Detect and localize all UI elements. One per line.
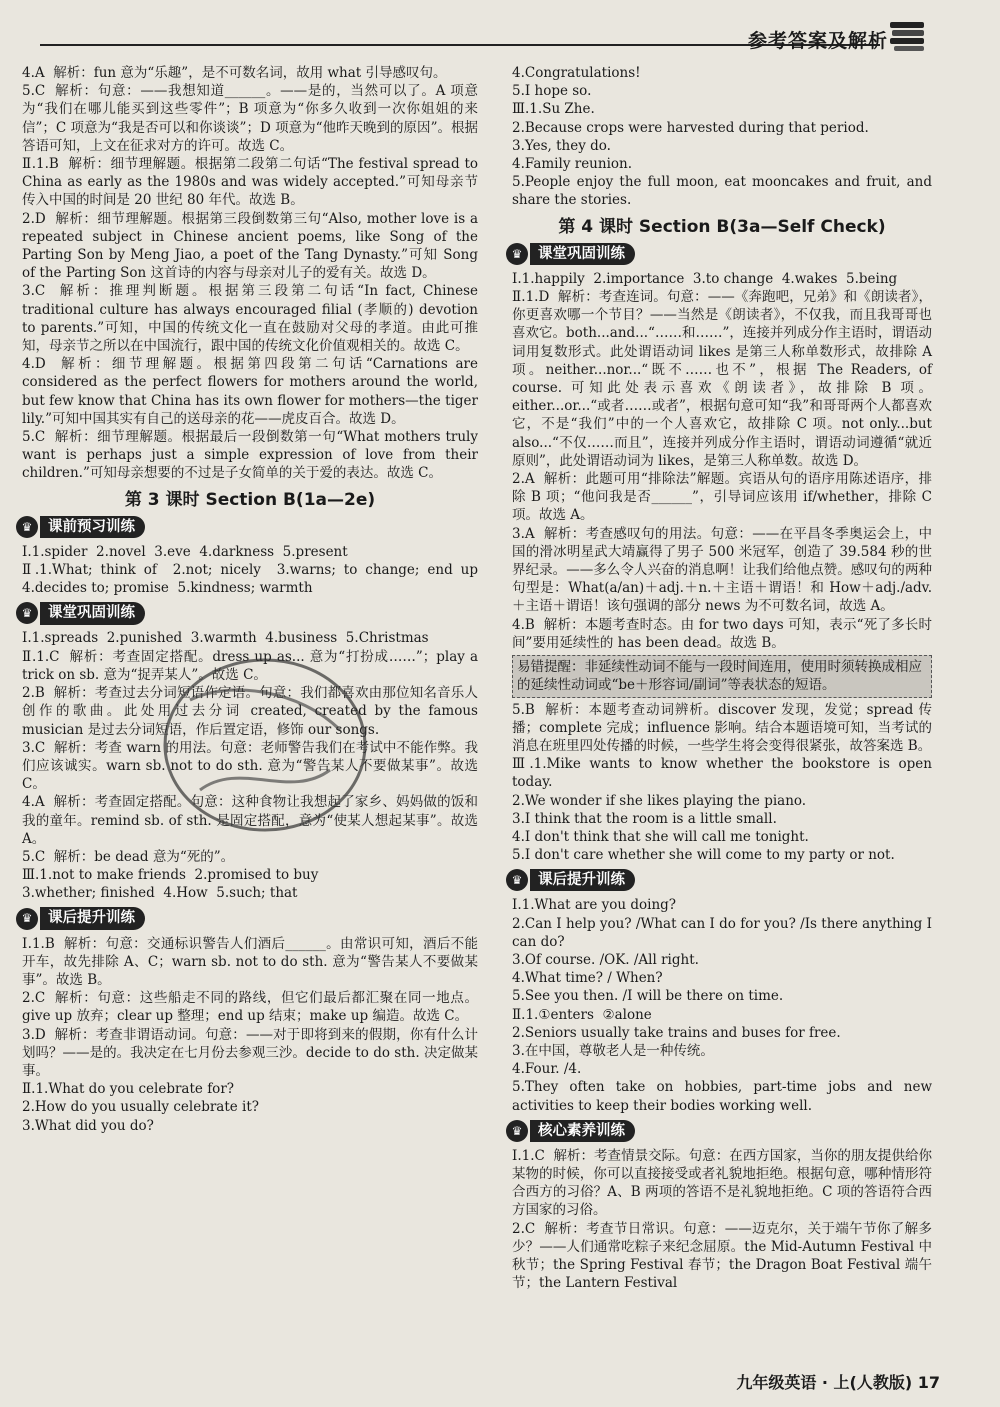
answer-line: 5.C 解析：细节理解题。根据最后一段倒数第一句“What mothers truly want is perhaps just a simple expression of love from their children.”可知母亲想要的不过是子女简单的关于爱的表达。故选 C。 [22, 429, 483, 482]
page-footer: 九年级英语 · 上(人教版) 17 [736, 1373, 940, 1392]
right-column [511, 64, 937, 1292]
page-header [20, 0, 1000, 58]
answer-line: 5.They often take on hobbies, part-time jobs and new activities to keep their bodies working well. [512, 1079, 937, 1114]
answer-line: Ⅱ.1.What do you celebrate for? [22, 1081, 235, 1098]
crown-icon: ♛ [506, 869, 528, 891]
after-answers [22, 935, 478, 1135]
answer-line: 4.A 解析：fun 意为“乐趣”，是不可数名词，故用 what 引导感叹句。 [22, 65, 447, 81]
answer-line: Ⅱ.1.D 解析：考查连词。句意：——《奔跑吧，兄弟》和《朗读者》，你更喜欢哪一个节目？——当然是《朗读者》，不仅我，而且我哥哥也喜欢它。both...and...“……和……”，连接并列成分作主语时，谓语动词用复数形式。此处谓语动词 likes 是第三人称单数形式，故排除 A 项。neither...nor...“既不……也不”，根据 The Readers, of course. 可知此处表示喜欢《朗读者》，故排除 B 项。either...or...“或者……或者”，根据句意可知“我”和哥哥两个人都喜欢它，不是“我们”中的一个人喜欢它，故排除 C 项。not only...but also...“不仅……而且”，连接并列成分作主语时，谓语动词遵循“就近原则”，此处谓语动词为 likes，是第三人称单数。故选 D。 [512, 289, 937, 469]
answer-line: 3.在中国，尊敬老人是一种传统。 [512, 1042, 714, 1059]
preview-answers [22, 543, 487, 598]
answer-line: 4.Congratulations! [512, 65, 641, 81]
answer-block-1 [22, 64, 483, 483]
books-icon [888, 18, 928, 52]
crown-icon: ♛ [16, 908, 38, 930]
section-4-title: 第 4 课时 Section B(3a—Self Check) [558, 216, 886, 237]
answer-line: 2.A 解析：此题可用“排除法”解题。宾语从句的语序用陈述语序，排除 B 项；“他问我是否______”，引导词应该用 if/whether，排除 C 项。故选 A。 [512, 471, 937, 524]
answer-line: 3.Of course. /OK. /All right. [512, 951, 699, 968]
answer-line: 5.C 解析：句意：——我想知道______。——是的，当然可以了。A 项意为“我们在哪儿能买到这些零件”；B 项意为“你多久收到一次你姐姐的来信”；C 项意为“我是否可以和你谈谈”；D 项意为“他昨天晚到的原因”。根据答语可知，上文在征求对方的许可。故选 C。 [22, 83, 478, 154]
answer-line: 2.How do you usually celebrate it? [22, 1099, 260, 1116]
answer-line: 2.Because crops were harvested during that period. [512, 119, 869, 136]
answer-line: 3.C 解析：考查 warn 的用法。句意：老师警告我们在考试中不能作弊。我们应该诚实。warn sb. not to do sth. 意为“警告某人不要做某事”。故选 C。 [22, 739, 483, 793]
crown-icon: ♛ [506, 243, 528, 265]
answer-line: Ⅱ.1.①enters ②alone [512, 1006, 652, 1023]
section-3-title: 第 3 课时 Section B(1a—2e) [124, 489, 376, 510]
answer-line: Ⅱ.1.What; think of 2.not; nicely 3.warns; to change; end up 4.decides to; promise 5.kindness; warmth [22, 562, 487, 597]
answer-line: Ⅲ.1.Su Zhe. [512, 101, 595, 118]
answer-line: 2.D 解析：细节理解题。根据第三段倒数第三句“Also, mother love is a repeated subject in Chinese ancient poems, like Song of the Parting Son by Meng Jiao, a poet of the Tang Dynasty.”可知 Song of the Parting Son 这首诗的内容与母亲对儿子的爱有关。故选 D。 [22, 210, 483, 282]
answer-line: Ⅰ.1.C 解析：考查情景交际。句意：在西方国家，当你的朋友提供给你某物的时候，你可以直接接受或者礼貌地拒绝。根据句意，哪种情形符合西方的习俗？A、B 两项的答语不是礼貌地拒绝。C 项的答语符合西方国家的习俗。 [512, 1147, 932, 1219]
answer-line: Ⅱ.1.C 解析：考查固定搭配。dress up as... 意为“打扮成……”；play a trick on sb. 意为“捉弄某人”。故选 C。 [22, 648, 483, 683]
class-answers-b [512, 270, 937, 652]
answer-line: 3.Yes, they do. [512, 137, 611, 154]
answer-line: 4.I don't think that she will call me tonight. [512, 828, 809, 845]
class-answers [22, 629, 483, 902]
error-tip-box: 易错提醒：非延续性动词不能与一段时间连用，使用时须转换成相应的延续性动词或“be＋形容词/副词”等表状态的短语。 [512, 655, 932, 697]
answer-line: Ⅲ.1.Mike wants to know whether the bookstore is open today. [512, 756, 937, 791]
answer-line: Ⅱ.1.B 解析：细节理解题。根据第二段第二句话“The festival spread to China as early as the 1980s and was widely accepted.”可知母亲节传入中国的时间是 20 世纪 80 年代。故选 B。 [22, 156, 483, 209]
class-banner-b: ♛ 课堂巩固训练 [506, 242, 932, 266]
preview-banner: ♛ 课前预习训练 [16, 515, 478, 539]
answer-line: 3.whether; finished 4.How 5.such; that [22, 885, 298, 902]
after-banner-a: ♛ 课后提升训练 [16, 907, 478, 931]
answer-line: Ⅰ.1.happily 2.importance 3.to change 4.wakes 5.being [512, 270, 898, 287]
after-answers-b [512, 896, 937, 1114]
answer-line: 4.D 解析：细节理解题。根据第四段第二句话“Carnations are considered as the perfect flowers for mothers around the world, but few know that China has its own flower for mothers—the tiger lily.”可知中国其实有自己的送母亲的花——虎皮百合。故选 D。 [22, 356, 483, 427]
answer-line: 5.I don't care whether she will come to my party or not. [512, 847, 895, 864]
answer-line: 2.Seniors usually take trains and buses for free. [512, 1024, 841, 1041]
core-answers [512, 1147, 932, 1293]
answer-line: 2.Can I help you? /What can I do for you? /Is there anything I can do? [512, 915, 937, 950]
answer-line: 3.D 解析：考查非谓语动词。句意：——对于即将到来的假期，你有什么计划吗？——是的。我决定在七月份去参观三沙。decide to do sth. 决定做某事。 [22, 1026, 478, 1079]
answer-line: Ⅰ.1.B 解析：句意：交通标识警告人们酒后______。由常识可知，酒后不能开车，故先排除 A、C；warn sb. not to do sth. 意为“警告某人不要做某事”。故选 B。 [22, 935, 478, 988]
answer-line: 4.Four. /4. [512, 1061, 582, 1078]
answer-line: 2.C 解析：句意：这些船走不同的路线，但它们最后都汇聚在同一地点。give up 放弃；clear up 整理；end up 结束；make up 编造。故选 C。 [22, 990, 478, 1025]
answer-line: 3.I think that the room is a little small. [512, 810, 777, 827]
answer-line: 5.I hope so. [512, 83, 592, 100]
answer-line: 3.What did you do? [22, 1117, 154, 1134]
class-banner-a: ♛ 课堂巩固训练 [16, 601, 478, 625]
core-banner: ♛ 核心素养训练 [506, 1119, 932, 1143]
left-column [21, 64, 487, 1135]
after-banner-b: ♛ 课后提升训练 [506, 868, 932, 892]
answer-line: Ⅰ.1.spider 2.novel 3.eve 4.darkness 5.present [22, 543, 348, 560]
answer-line: 4.B 解析：本题考查时态。由 for two days 可知，表示“死了多长时间”要用延续性的 has been dead。故选 B。 [512, 616, 932, 651]
answer-line: 5.C 解析：be dead 意为“死的”。 [22, 848, 235, 865]
answer-line: 5.B 解析：本题考查动词辨析。discover 发现，发觉；spread 传播；complete 完成；influence 影响。结合本题语境可知，当考试的消息在班里四处传播的时候，一些学生将会变得很紧张，故答案选 B。 [512, 701, 932, 754]
answer-line: Ⅰ.1.What are you doing? [512, 897, 677, 914]
crown-icon: ♛ [506, 1120, 528, 1142]
answer-line: 3.A 解析：考查感叹句的用法。句意：——在平昌冬季奥运会上，中国的滑冰明星武大靖赢得了男子 500 米冠军，创造了 39.584 秒的世界纪录。——多么令人兴奋的消息啊！让我们给他点赞。感叹句的两种句型是：What(a/an)＋adj.＋n.＋主语＋谓语！和 How＋adj./adv.＋主语＋谓语！该句强调的部分 news 为不可数名词，故选 A。 [512, 525, 932, 615]
answer-block-top [512, 64, 937, 210]
answer-line: 5.See you then. /I will be there on time. [512, 988, 784, 1005]
answer-line: 4.A 解析：考查固定搭配。句意：这种食物让我想起了家乡、妈妈做的饭和我的童年。remind sb. of sth. 是固定搭配，意为“使某人想起某事”。故选 A。 [22, 794, 483, 847]
answer-line: Ⅲ.1.not to make friends 2.promised to buy [22, 867, 319, 884]
answer-line: 3.C 解析：推理判断题。根据第三段第二句话“In fact, Chinese traditional culture has always encouraged filial (孝顺的) devotion to parents.”可知，中国的传统文化一直在鼓励对父母的孝道。由此可推知，母亲节之所以在中国流行，跟中国的传统文化价值观相关的。故选 C。 [22, 283, 483, 355]
answer-line: 4.What time? / When? [512, 970, 663, 987]
crown-icon: ♛ [16, 516, 38, 538]
answer-line: 2.We wonder if she likes playing the piano. [512, 792, 807, 809]
answer-line: 4.Family reunion. [512, 156, 632, 173]
answer-line: Ⅰ.1.spreads 2.punished 3.warmth 4.business 5.Christmas [22, 630, 429, 647]
crown-icon: ♛ [16, 602, 38, 624]
class-answers-b2 [512, 701, 937, 865]
answer-line: 5.People enjoy the full moon, eat mooncakes and fruit, and share the stories. [512, 174, 937, 209]
answer-line: 2.B 解析：考查过去分词短语作定语。句意：我们都喜欢由那位知名音乐人创作的歌曲。此处用过去分词 created, created by the famous musician 是过去分词短语，作后置定语，修饰 our songs. [22, 685, 483, 738]
answer-line: 2.C 解析：考查节日常识。句意：——迈克尔，关于端午节你了解多少？——人们通常吃粽子来纪念屈原。the Mid-Autumn Festival 中秋节；the Spring Festival 春节；the Dragon Boat Festival 端午节；the Lantern Festival [512, 1220, 932, 1292]
header-title: 参考答案及解析 [747, 30, 888, 52]
